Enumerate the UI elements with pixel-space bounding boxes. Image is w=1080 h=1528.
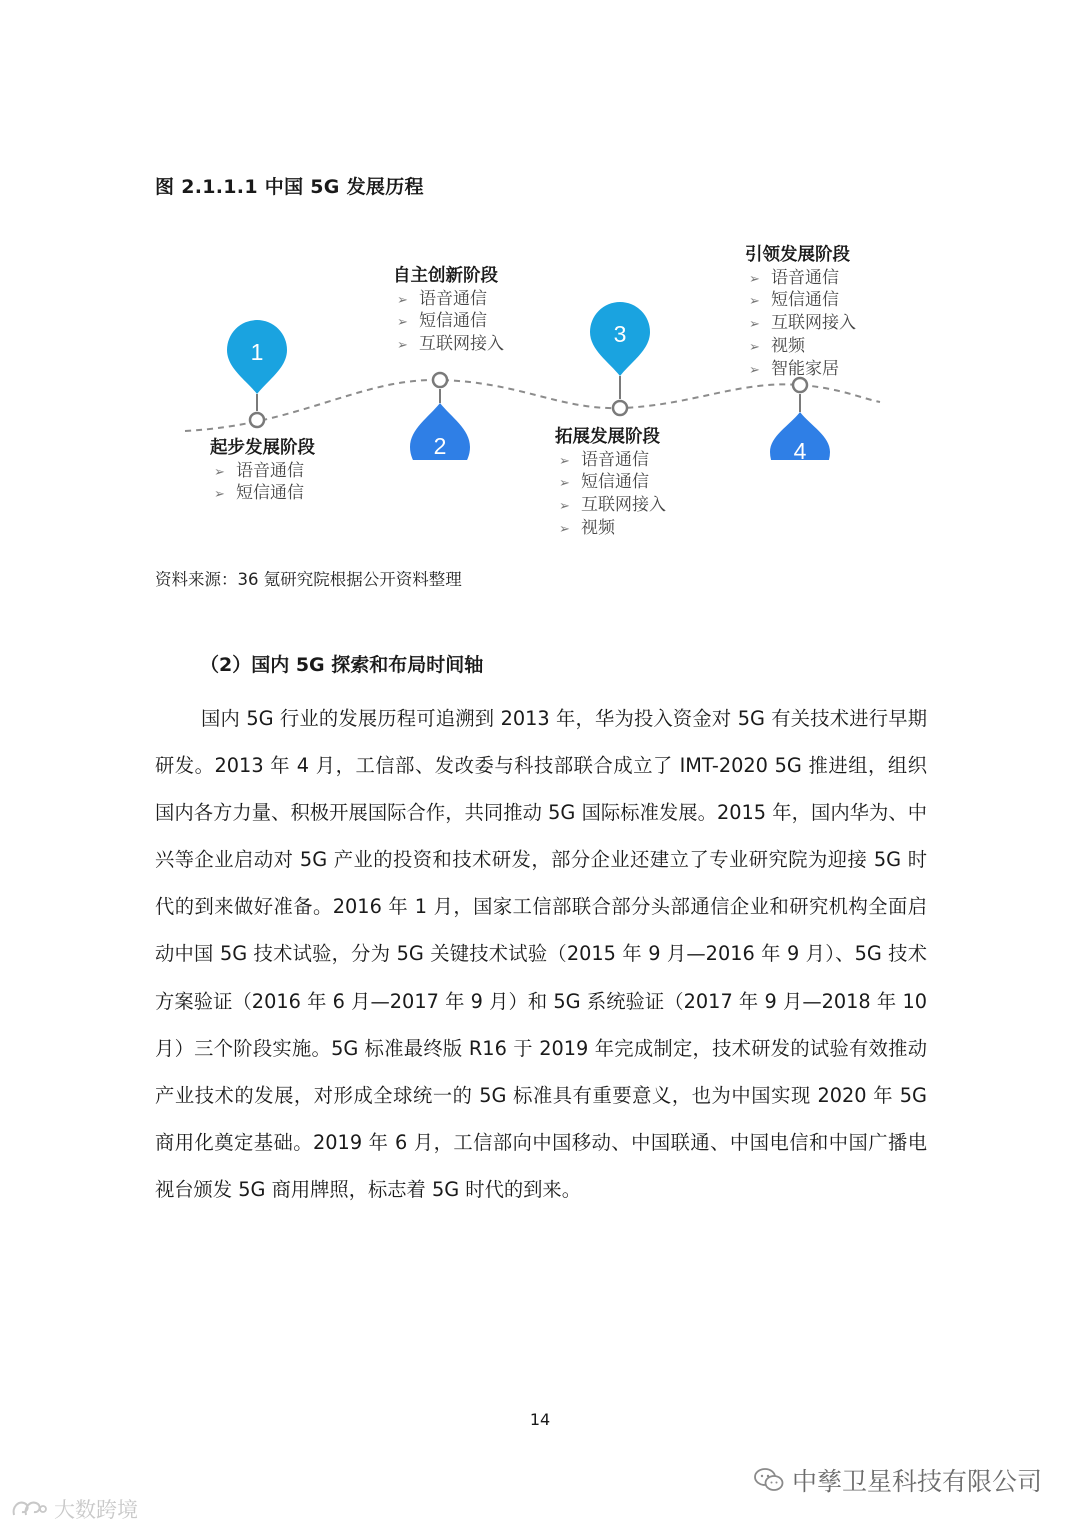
arrow-bullet-icon: ➢ [214,487,225,503]
timeline-node-3 [613,401,627,415]
stage-item-label: 视频 [581,517,615,538]
stage-item-label: 语音通信 [236,460,304,481]
timeline-diagram [0,230,1080,460]
stage-item [555,495,666,518]
arrow-bullet-icon: ➢ [214,464,225,480]
stage-item [210,461,315,484]
stage-item [210,483,315,506]
stage-item [745,313,856,336]
stage-item-label: 语音通信 [771,267,839,288]
figure-title: 图 2.1.1.1 中国 5G 发展历程 [155,176,424,198]
stage-item [745,290,856,313]
arrow-bullet-icon: ➢ [397,338,408,354]
stage-item-label: 短信通信 [419,311,487,332]
arrow-bullet-icon: ➢ [559,499,570,515]
marker-number-3: 3 [613,321,627,347]
stage-item [393,311,504,334]
stage-2 [393,266,504,357]
arrow-bullet-icon: ➢ [559,453,570,469]
stage-1 [210,438,315,506]
stage-item-label: 视频 [771,335,805,356]
wechat-icon [754,1467,784,1493]
arrow-bullet-icon: ➢ [749,339,760,355]
stage-item-label: 短信通信 [771,290,839,311]
arrow-bullet-icon: ➢ [749,271,760,287]
stage-item [555,518,666,541]
stage-item-label: 短信通信 [236,483,304,504]
stage-item [555,450,666,473]
stage-title: 引领发展阶段 [745,245,850,265]
stage-title: 拓展发展阶段 [555,427,660,447]
timeline-node-1 [250,413,264,427]
stage-item-label: 互联网接入 [419,334,504,355]
section-heading: （2）国内 5G 探索和布局时间轴 [200,654,484,676]
marker-number-1: 1 [250,339,264,365]
stage-4 [745,245,856,381]
arrow-bullet-icon: ➢ [749,362,760,378]
stage-item-label: 互联网接入 [771,313,856,334]
footer-brand-label: 中孳卫星科技有限公司 [791,1467,1042,1496]
marker-number-4: 4 [793,438,807,460]
arrow-bullet-icon: ➢ [397,292,408,308]
page-number: 14 [529,1410,551,1429]
footer-brand [754,1462,1042,1498]
stage-item [745,359,856,382]
arrow-bullet-icon: ➢ [559,521,570,537]
timeline-path [185,380,880,431]
body-paragraph: 国内 5G 行业的发展历程可追溯到 2013 年，华为投入资金对 5G 有关技术进行早期研发。2013 年 4 月，工信部、发改委与科技部联合成立了 IMT-2020 5G 推进组，组织国内各方力量、积极开展国际合作，共同推动 5G 国际标准发展。2015 年，国内华为、中兴等企业启动对 5G 产业的投资和技术研发，部分企业还建立了专业研究院为迎接 5G 时代的到来做好准备。2016 年 1 月，国家工信部联合部分头部通信企业和研究机构全面启动中国 5G 技术试验，分为 5G 关键技术试验（2015 年 9 月—2016 年 9 月）、5G 技术方案验证（2016 年 6 月—2017 年 9 月）和 5G 系统验证（2017 年 9 月—2018 年 10 月）三个阶段实施。5G 标准最终版 R16 于 2019 年完成制定，技术研发的试验有效推动产业技术的发展，对形成全球统一的 5G 标准具有重要意义，也为中国实现 2020 年 5G 商用化奠定基础。2019 年 6 月，工信部向中国移动、中国联通、中国电信和中国广播电视台颁发 5G 商用牌照，标志着 5G 时代的到来。 [155,707,927,1201]
arrow-bullet-icon: ➢ [749,317,760,333]
marker-number-2: 2 [433,433,447,459]
stage-item-label: 语音通信 [419,288,487,309]
stage-3 [555,427,666,541]
stage-item [745,336,856,359]
stage-item-label: 语音通信 [581,449,649,470]
stage-title: 自主创新阶段 [393,266,498,286]
stage-title: 起步发展阶段 [210,438,315,458]
stage-item-label: 互联网接入 [581,495,666,516]
stage-item [555,472,666,495]
footer-watermark [10,1494,138,1524]
figure-source: 资料来源：36 氪研究院根据公开资料整理 [155,570,462,589]
stage-item-label: 智能家居 [771,358,839,379]
stage-item [393,289,504,312]
stage-item [393,334,504,357]
stage-item-label: 短信通信 [581,472,649,493]
logo-swirl-icon [10,1497,48,1521]
arrow-bullet-icon: ➢ [397,315,408,331]
arrow-bullet-icon: ➢ [559,476,570,492]
stage-item [745,268,856,291]
arrow-bullet-icon: ➢ [749,294,760,310]
footer-watermark-label: 大数跨境 [54,1498,138,1522]
timeline-node-2 [433,373,447,387]
